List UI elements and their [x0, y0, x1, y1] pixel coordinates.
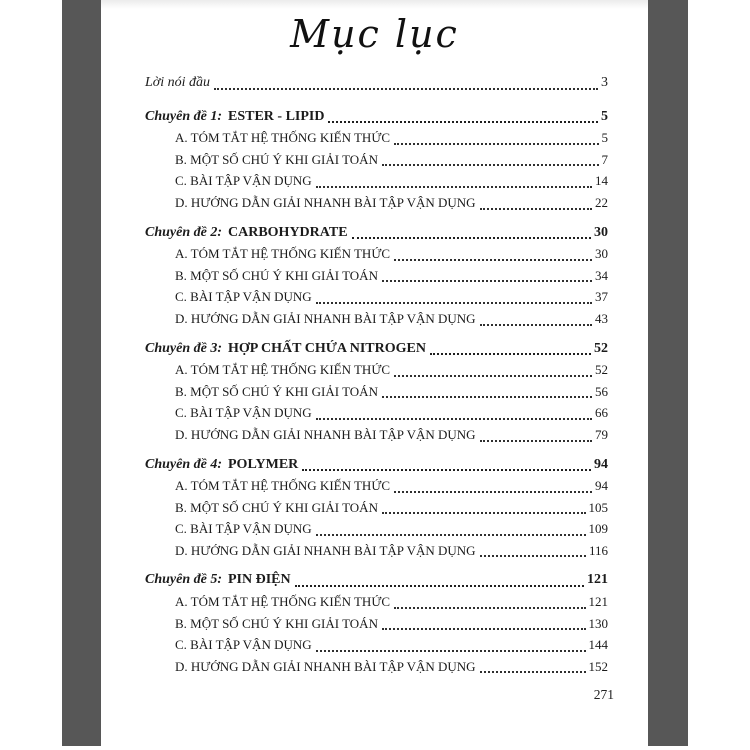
toc-subentry-page: 130 [588, 615, 608, 631]
toc-heading-title: PIN ĐIỆN [228, 572, 291, 588]
toc-subentry-label: A. TÓM TẮT HỆ THỐNG KIẾN THỨC [175, 594, 391, 610]
toc-subentry [145, 424, 608, 446]
toc-section-5 [145, 569, 608, 677]
toc-subentry-label: C. BÀI TẬP VẬN DỤNG [175, 173, 312, 189]
toc-subentry-page: 144 [588, 637, 608, 653]
book-cover-right-edge [648, 0, 688, 746]
dot-leader [295, 585, 584, 587]
toc-heading-page: 30 [594, 224, 608, 240]
toc-subentry [145, 475, 608, 497]
toc-subentry-page: 22 [595, 194, 608, 210]
toc-section-heading [145, 222, 608, 244]
toc-subentry-label: D. HƯỚNG DẪN GIẢI NHANH BÀI TẬP VẬN DỤNG [175, 194, 476, 210]
dot-leader [382, 628, 586, 630]
toc-heading-prefix: Chuyên đề 5: [145, 572, 222, 588]
toc-subentry [145, 149, 608, 171]
toc-subentry-label: B. MỘT SỐ CHÚ Ý KHI GIẢI TOÁN [175, 383, 378, 399]
dot-leader [480, 324, 592, 326]
dot-leader [480, 671, 586, 673]
toc-heading-page: 94 [594, 456, 608, 472]
dot-leader [382, 396, 592, 398]
toc-subentry-label: D. HƯỚNG DẪN GIẢI NHANH BÀI TẬP VẬN DỤNG [175, 658, 476, 674]
dot-leader [430, 353, 591, 355]
toc-subentry-page: 30 [595, 246, 608, 262]
toc-heading-label [145, 454, 298, 476]
toc-heading-prefix: Chuyên đề 2: [145, 224, 222, 240]
toc-section-heading [145, 454, 608, 476]
dot-leader [394, 259, 592, 261]
toc-subentry-page: 5 [601, 130, 608, 146]
toc-heading-title: ESTER - LIPID [228, 108, 325, 124]
toc-subentry-page: 52 [595, 362, 608, 378]
toc-subentry [145, 170, 608, 192]
footer-page-number: 271 [593, 687, 614, 703]
toc-section-3 [145, 338, 608, 446]
dot-leader [382, 280, 592, 282]
dot-leader [316, 302, 592, 304]
toc-subentry-page: 94 [595, 478, 608, 494]
dot-leader [316, 534, 586, 536]
dot-leader [316, 186, 592, 188]
dot-leader [382, 164, 599, 166]
toc-subentry-label: D. HƯỚNG DẪN GIẢI NHANH BÀI TẬP VẬN DỤNG [175, 542, 476, 558]
toc-subentry-page: 43 [595, 310, 608, 326]
toc-subentry-page: 56 [595, 383, 608, 399]
toc-heading-prefix: Chuyên đề 3: [145, 340, 222, 356]
dot-leader [316, 418, 592, 420]
toc-heading-page: 5 [601, 108, 608, 124]
toc-subentry-label: A. TÓM TẮT HỆ THỐNG KIẾN THỨC [175, 130, 391, 146]
dot-leader [480, 555, 586, 557]
toc-subentry-label: B. MỘT SỐ CHÚ Ý KHI GIẢI TOÁN [175, 499, 378, 515]
toc-subentry-page: 79 [595, 426, 608, 442]
toc-heading-title: CARBOHYDRATE [228, 224, 348, 240]
toc-section-heading [145, 106, 608, 128]
toc-heading-prefix: Chuyên đề 1: [145, 108, 222, 124]
dot-leader [328, 121, 598, 123]
book-cover-left-edge [62, 0, 101, 746]
dot-leader [394, 375, 592, 377]
toc-subentry [145, 591, 608, 613]
toc-heading-label [145, 222, 348, 244]
dot-leader [394, 607, 585, 609]
toc-subentry-label: B. MỘT SỐ CHÚ Ý KHI GIẢI TOÁN [175, 615, 378, 631]
toc-subentry-page: 14 [595, 173, 608, 189]
toc-subentry-label: A. TÓM TẮT HỆ THỐNG KIẾN THỨC [175, 246, 391, 262]
toc-subentry [145, 518, 608, 540]
dot-leader [214, 88, 598, 90]
toc-entry-page: 3 [601, 75, 608, 90]
dot-leader [480, 440, 592, 442]
toc-subentry-label: B. MỘT SỐ CHÚ Ý KHI GIẢI TOÁN [175, 267, 378, 283]
toc-heading-label [145, 338, 426, 360]
toc-section-1 [145, 106, 608, 214]
toc-subentry [145, 613, 608, 635]
toc-heading-page: 121 [587, 572, 608, 588]
toc-subentry [145, 497, 608, 519]
toc-subentry-page: 66 [595, 405, 608, 421]
toc-subentry [145, 402, 608, 424]
toc-heading-label [145, 106, 324, 128]
toc-section-4 [145, 454, 608, 562]
toc-subentry-page: 7 [601, 151, 608, 167]
toc-subentry [145, 634, 608, 656]
toc-subentry-page: 109 [588, 521, 608, 537]
toc-subentry-label: C. BÀI TẬP VẬN DỤNG [175, 521, 312, 537]
toc-subentry-label: D. HƯỚNG DẪN GIẢI NHANH BÀI TẬP VẬN DỤNG [175, 426, 476, 442]
toc-entry-preface [145, 72, 608, 94]
toc-section-heading [145, 338, 608, 360]
toc-entry-label: Lời nói đầu [145, 75, 211, 90]
toc-subentry-label: A. TÓM TẮT HỆ THỐNG KIẾN THỨC [175, 478, 391, 494]
toc-section-heading [145, 569, 608, 591]
page-title: Mục lục [290, 12, 459, 56]
dot-leader [352, 237, 591, 239]
toc-subentry-page: 34 [595, 267, 608, 283]
toc-subentry [145, 265, 608, 287]
toc-heading-label [145, 569, 291, 591]
toc-subentry [145, 359, 608, 381]
toc-subentry [145, 540, 608, 562]
toc-subentry [145, 286, 608, 308]
book-page [101, 0, 648, 746]
toc-subentry-label: B. MỘT SỐ CHÚ Ý KHI GIẢI TOÁN [175, 151, 378, 167]
toc-section-2 [145, 222, 608, 330]
dot-leader [394, 491, 592, 493]
dot-leader [480, 208, 592, 210]
toc-subentry-page: 121 [588, 594, 608, 610]
toc-subentry [145, 243, 608, 265]
toc-subentry [145, 127, 608, 149]
toc-subentry-page: 116 [588, 542, 608, 558]
toc-subentry-label: D. HƯỚNG DẪN GIẢI NHANH BÀI TẬP VẬN DỤNG [175, 310, 476, 326]
toc-heading-page: 52 [594, 340, 608, 356]
toc-subentry-label: C. BÀI TẬP VẬN DỤNG [175, 289, 312, 305]
toc-heading-title: HỢP CHẤT CHỨA NITROGEN [228, 340, 426, 356]
table-of-contents [101, 72, 648, 677]
dot-leader [302, 469, 591, 471]
dot-leader [394, 143, 598, 145]
toc-subentry-page: 37 [595, 289, 608, 305]
toc-subentry [145, 192, 608, 214]
toc-heading-title: POLYMER [228, 456, 299, 472]
toc-subentry-label: A. TÓM TẮT HỆ THỐNG KIẾN THỨC [175, 362, 391, 378]
toc-subentry-label: C. BÀI TẬP VẬN DỤNG [175, 637, 312, 653]
toc-heading-prefix: Chuyên đề 4: [145, 456, 222, 472]
dot-leader [382, 512, 586, 514]
toc-subentry-page: 105 [588, 499, 608, 515]
toc-subentry [145, 656, 608, 678]
toc-subentry-page: 152 [588, 658, 608, 674]
toc-subentry [145, 381, 608, 403]
dot-leader [316, 650, 586, 652]
toc-subentry [145, 308, 608, 330]
toc-subentry-label: C. BÀI TẬP VẬN DỤNG [175, 405, 312, 421]
